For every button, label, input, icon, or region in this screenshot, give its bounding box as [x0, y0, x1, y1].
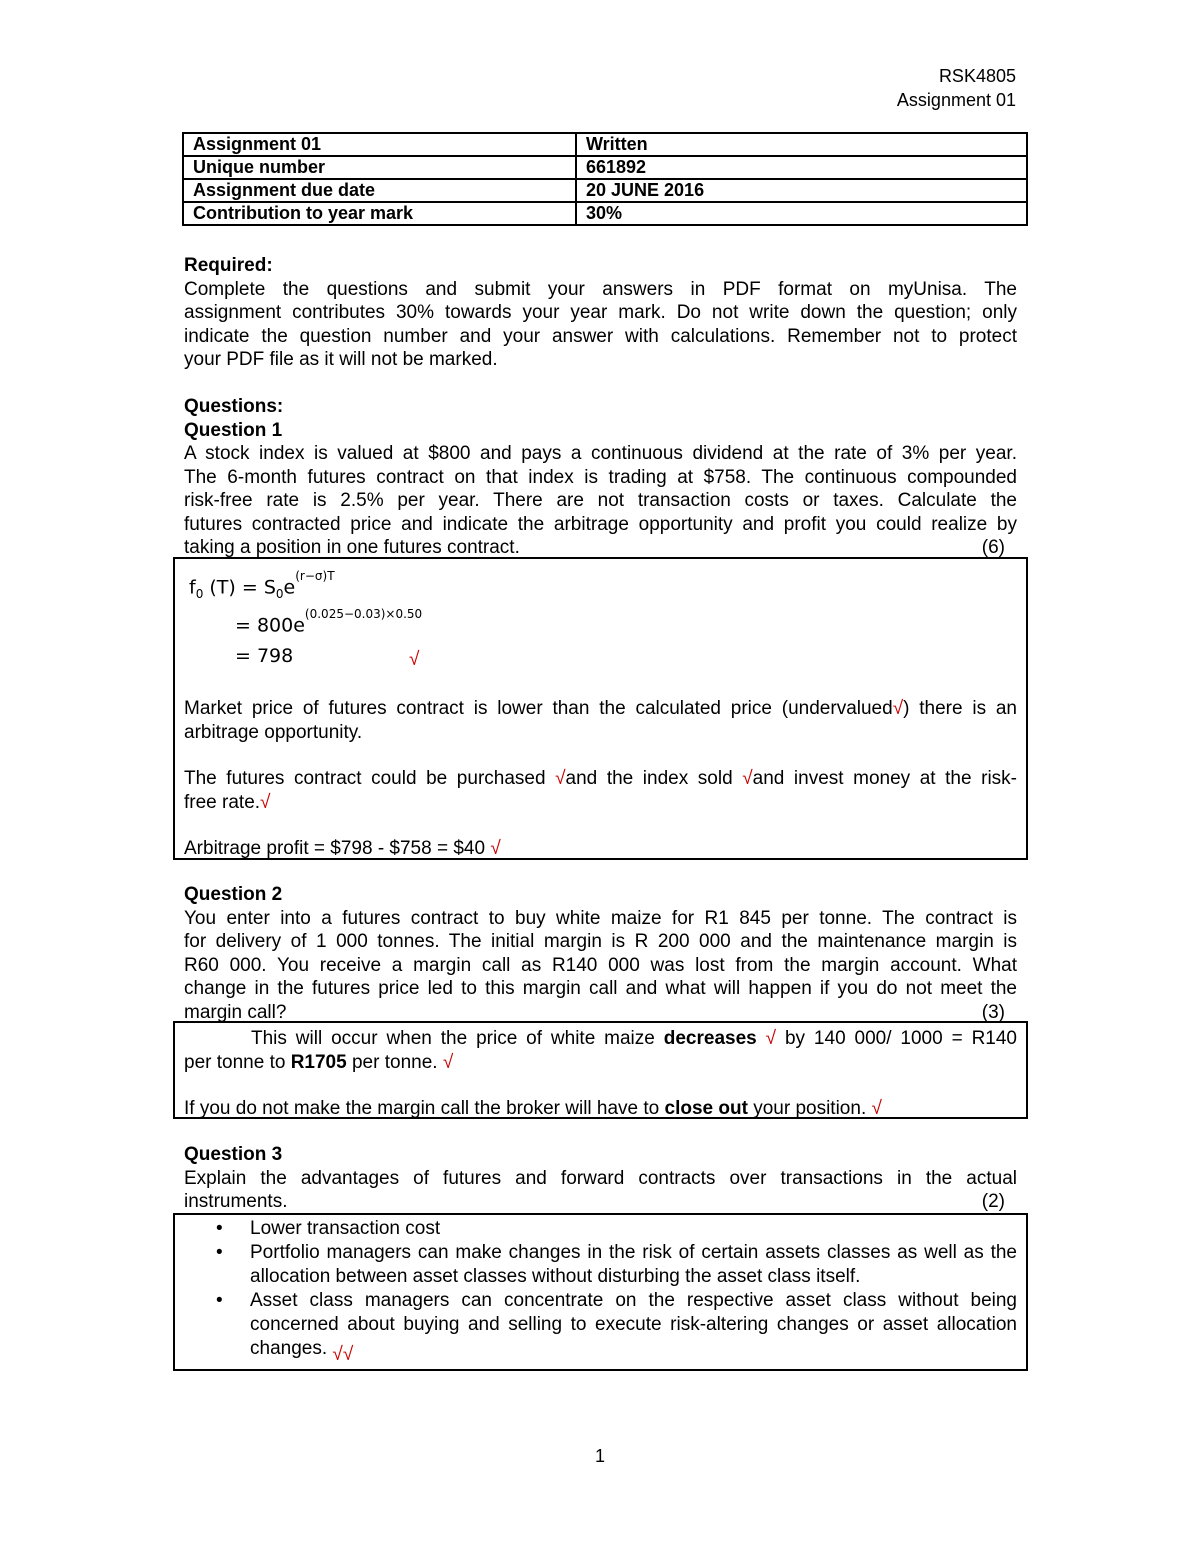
formula-text: = 800e — [235, 614, 305, 637]
answer-text: The futures contract could be purchased — [184, 768, 556, 789]
answer-bold-text: close out — [664, 1098, 748, 1119]
paragraph-line — [184, 1051, 1017, 1075]
answer-text: per tonne. — [346, 1052, 443, 1073]
question-2-title: Question 2 — [184, 884, 283, 905]
formula-subscript: 0 — [195, 587, 204, 602]
paragraph-line: assignment contributes 30% towards your year mark. Do not write down the question; only — [184, 302, 1017, 323]
table-row — [183, 156, 1027, 179]
answer-text: and invest money at the risk- — [752, 768, 1017, 789]
answer-paragraph — [184, 697, 1017, 745]
paragraph-line — [184, 536, 1017, 560]
paragraph-line: Explain the advantages of futures and forward contracts over transactions in the actual — [184, 1167, 1017, 1189]
assignment-info-table — [182, 132, 1028, 226]
table-cell: Assignment due date — [183, 179, 576, 202]
formula-s: = S — [241, 576, 276, 599]
formula-f: f — [189, 576, 196, 599]
check-mark-icon: √ — [892, 698, 904, 719]
bullet-icon: • — [216, 1218, 223, 1239]
formula-line-1 — [189, 569, 335, 602]
list-item-text: Portfolio managers can make changes in the risk of certain assets classes as well as the allocation between asset classes without disturbing the asset class itself. — [250, 1242, 1017, 1287]
check-mark-icon: √ — [260, 792, 271, 813]
question-2-answer-box — [173, 1021, 1028, 1119]
formula-line-2 — [235, 607, 423, 637]
table-cell: 20 JUNE 2016 — [576, 179, 1027, 202]
required-heading: Required: — [184, 255, 273, 276]
table-cell: 661892 — [576, 156, 1027, 179]
answer-paragraph — [184, 837, 501, 861]
paragraph-line: futures contracted price and indicate the arbitrage opportunity and profit you could realize by — [184, 513, 1017, 535]
page-number: 1 — [594, 1446, 605, 1466]
answer-text: and the index sold — [565, 768, 743, 789]
formula-subscript: 0 — [275, 587, 284, 602]
answer-text: If you do not make the margin call the broker will have to — [184, 1098, 665, 1119]
bullet-icon: • — [216, 1290, 223, 1311]
paragraph-line: R60 000. You receive a margin call as R140 000 was lost from the margin account. What — [184, 954, 1017, 976]
question-3-title: Question 3 — [184, 1144, 283, 1165]
question-1-section — [184, 395, 1017, 560]
formula-line-3 — [235, 645, 293, 667]
question-1-marks: (6) — [981, 537, 1005, 558]
question-3-marks: (2) — [981, 1191, 1005, 1212]
paragraph-line — [184, 767, 1017, 791]
table-row — [183, 133, 1027, 156]
answer-text: your position. — [747, 1098, 872, 1119]
formula-text: = 798 — [235, 645, 294, 667]
check-mark-icon: √ — [871, 1098, 882, 1119]
course-code: RSK4805 — [938, 66, 1016, 86]
answer-text: This will occur when the price of white maize — [251, 1028, 664, 1049]
paragraph-line — [184, 697, 1017, 721]
check-mark-icon: √ — [555, 768, 566, 789]
paragraph-line: The 6-month futures contract on that index is trading at $758. The continuous compounded — [184, 466, 1017, 488]
answer-bold-text: decreases — [663, 1028, 757, 1049]
check-mark-icon: √ — [442, 1052, 454, 1073]
question-1-title: Question 1 — [184, 419, 283, 441]
question-1-answer-box — [173, 557, 1028, 860]
list-item — [184, 1241, 1017, 1289]
answer-paragraph — [184, 767, 1017, 815]
check-mark-icon: √ — [409, 649, 420, 670]
question-3-section — [184, 1143, 1017, 1214]
answer-text: by 140 000/ 1000 = R140 — [776, 1028, 1017, 1049]
answer-bold-text: R1705 — [290, 1052, 347, 1073]
answer-text: ) there is an — [903, 698, 1018, 719]
formula-exponent: (r−σ)T — [295, 569, 335, 583]
table-cell: Assignment 01 — [183, 133, 576, 156]
formula-e: e — [283, 576, 296, 599]
table-cell: Unique number — [183, 156, 576, 179]
double-check-mark-icon: √√ — [332, 1344, 354, 1365]
question-2-marks: (3) — [981, 1001, 1005, 1023]
paragraph-line: Complete the questions and submit your answers in PDF format on myUnisa. The — [184, 278, 1017, 300]
question-1-last-line: taking a position in one futures contract. — [184, 537, 520, 558]
questions-heading: Questions: — [184, 396, 284, 417]
paragraph-line: indicate the question number and your answer with calculations. Remember not to protect — [184, 325, 1017, 347]
check-mark-icon: √ — [490, 838, 501, 859]
paragraph-line — [184, 1190, 1017, 1214]
table-cell: Written — [576, 133, 1027, 156]
answer-text: Market price of futures contract is lower than the calculated price (undervalued — [184, 698, 893, 719]
list-item-text: Lower transaction cost — [250, 1218, 441, 1239]
paragraph-line: your PDF file as it will not be marked. — [184, 349, 498, 370]
assignment-label: Assignment 01 — [896, 90, 1016, 110]
paragraph-line: risk-free rate is 2.5% per year. There are not transaction costs or taxes. Calculate the — [184, 490, 1017, 511]
answer-text: Arbitrage profit = $798 - $758 = $40 — [184, 838, 491, 859]
paragraph-line — [184, 791, 1017, 815]
answer-text: per tonne to — [184, 1052, 291, 1073]
table-cell: Contribution to year mark — [183, 202, 576, 225]
formula-t: (T) — [209, 576, 236, 599]
paragraph-line: You enter into a futures contract to buy white maize for R1 845 per tonne. The contract is — [184, 907, 1017, 929]
check-mark-icon: √ — [765, 1028, 777, 1049]
question-3-last-line: instruments. — [184, 1191, 288, 1212]
formula-exponent: (0.025−0.03)×0.50 — [304, 607, 423, 621]
question-3-answer-box — [173, 1213, 1028, 1371]
question-2-section — [184, 883, 1017, 1024]
paragraph-line — [184, 1027, 1017, 1051]
check-mark-icon: √ — [742, 768, 753, 789]
list-item-text: Asset class managers can concentrate on the respective asset class without being concerned about buying and selling to execute risk-altering changes or asset allocation changes. — [250, 1290, 1017, 1359]
answer-paragraph — [184, 1027, 1017, 1075]
table-cell: 30% — [576, 202, 1027, 225]
answer-paragraph — [184, 1097, 882, 1121]
paragraph-line: change in the futures price led to this margin call and what will happen if you do not meet the — [184, 978, 1017, 999]
table-row — [183, 202, 1027, 225]
paragraph-line: A stock index is valued at $800 and pays a continuous dividend at the rate of 3% per year. — [184, 443, 1017, 464]
question-2-last-line: margin call? — [184, 1001, 287, 1023]
paragraph-line: for delivery of 1 000 tonnes. The initial margin is R 200 000 and the maintenance margin is — [184, 931, 1017, 952]
paragraph-line: arbitrage opportunity. — [184, 722, 363, 743]
required-section — [184, 254, 1017, 372]
list-item — [184, 1289, 1017, 1365]
table-row — [183, 179, 1027, 202]
advantages-list — [184, 1217, 1017, 1365]
answer-text: free rate. — [184, 792, 261, 813]
list-item — [184, 1217, 1017, 1241]
bullet-icon: • — [216, 1242, 223, 1263]
